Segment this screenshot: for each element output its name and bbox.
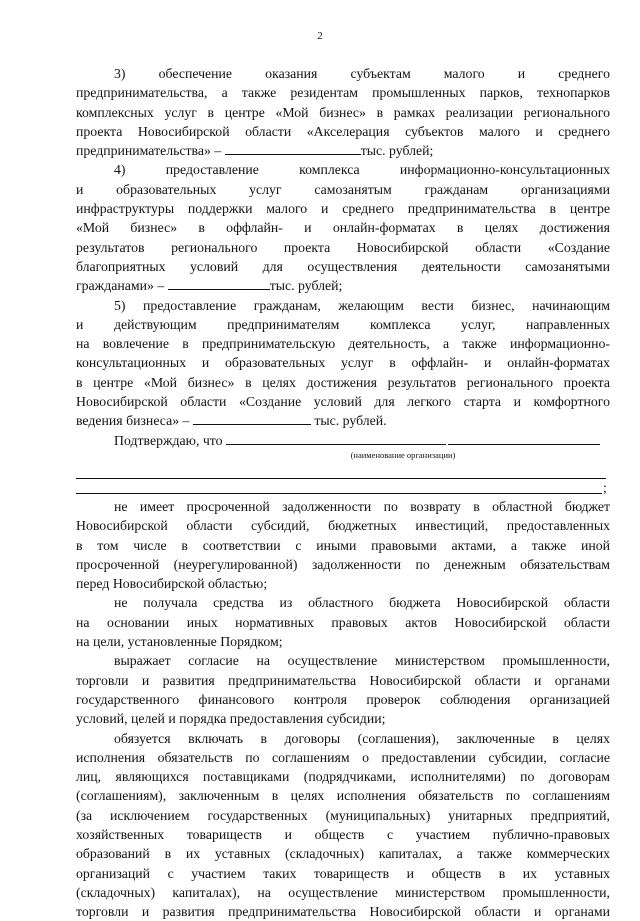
p2-line: на цели, установленные Порядком; (76, 634, 283, 650)
p4-line: образований в их уставных (складочных) капиталах, а также коммерческих (76, 846, 610, 862)
p4-line: исполнения обязательств по соглашениям о предоставлении субсидии, согласие (76, 749, 610, 765)
p4-line: лиц, являющихся поставщиками (подрядчиками, исполнителями) по договорам (76, 769, 610, 785)
end-mark: ; (603, 479, 607, 495)
item5-line: и действующим предпринимателям комплекса услуг, направленных (76, 316, 610, 332)
item4-amount-field[interactable] (168, 276, 270, 290)
item5-line: консультационных и образовательных услуг в оффлайн- и онлайн-форматах (76, 355, 610, 371)
item4-line: инфраструктуры поддержки малого и среднего предпринимательства в центре (76, 201, 610, 217)
p4-line: обязуется включать в договоры (соглашения), заключенные в целях (114, 730, 610, 746)
item4-line: результатов регионального проекта Новосибирской области «Создание (76, 239, 610, 255)
organization-name-rule-end (76, 479, 610, 495)
item5-line: на вовлечение в предпринимательскую деятельность, а также информационно- (76, 336, 610, 352)
p4-line: хозяйственных товариществ и обществ с участием публично-правовых (76, 826, 610, 842)
item5-amount-field[interactable] (193, 411, 311, 425)
p2-line: не получала средства из областного бюджета Новосибирской области (114, 595, 610, 611)
p3-line: государственного финансового контроля проверок соблюдения организацией (76, 691, 610, 707)
item4-line: и образовательных услуг самозанятым гражданам организациями (76, 181, 610, 197)
item5-amount-prefix: ведения бизнеса» – (76, 413, 193, 429)
item4-line: благоприятных условий для осуществления деятельности самозанятыми (76, 258, 610, 274)
p1-line: Новосибирской области субсидий, бюджетных инвестиций, предоставленных (76, 518, 610, 534)
p4-line: (складочных) капиталах), на осуществление министерством промышленности, (76, 884, 610, 900)
p2-line: на основании иных нормативных правовых актов Новосибирской области (76, 614, 610, 630)
organization-name-field-ext[interactable] (448, 431, 600, 445)
p3-line: выражает согласие на осуществление министерством промышленности, (114, 653, 610, 669)
item5-line: 5) предоставление гражданам, желающим вести бизнес, начинающим (114, 297, 610, 313)
item3-line: проекта Новосибирской области «Акселерация субъектов малого и среднего (76, 123, 610, 139)
item3-amount-line (76, 141, 610, 160)
item4-amount-prefix: гражданами» – (76, 278, 168, 294)
organization-caption: (наименование организации) (350, 449, 456, 460)
item5-line: в центре «Мой бизнес» в целях достижения результатов регионального проекта (76, 374, 610, 390)
item5-amount-suffix: тыс. рублей. (310, 413, 387, 429)
item3-amount-suffix: тыс. рублей; (360, 143, 434, 159)
item4-amount-suffix: тыс. рублей; (269, 278, 343, 294)
p3-line: условий, целей и порядка предоставления субсидии; (76, 711, 386, 727)
item4-line: 4) предоставление комплекса информационно-консультационных (114, 162, 610, 178)
item5-amount-line (76, 411, 610, 430)
p4-line: (за исключением государственных (муниципальных) унитарных предприятий, (76, 807, 610, 823)
item4-line: «Мой бизнес» в оффлайн- и онлайн-форматах в целях достижения (76, 220, 610, 236)
p4-line: торговли и развития предпринимательства Новосибирской области и органами (76, 904, 610, 920)
p4-line: (соглашениям), заключенным в целях исполнения обязательств по соглашениям (76, 788, 610, 804)
confirm-label: Подтверждаю, что (114, 432, 226, 448)
page-number: 2 (317, 30, 323, 42)
item3-amount-field[interactable] (225, 141, 361, 155)
item4-amount-line (76, 276, 610, 295)
item3-line: предпринимательства, а также резидентам промышленных парков, технопарков (76, 85, 610, 101)
p1-line: не имеет просроченной задолженности по возврату в областной бюджет (114, 498, 610, 514)
item3-amount-prefix: предпринимательства» – (76, 143, 225, 159)
item3-line: комплексных услуг в центре «Мой бизнес» в рамках реализации регионального (76, 104, 610, 120)
organization-name-rule[interactable] (76, 479, 602, 494)
p1-line: в том числе в соответствии с иными правовыми актами, а также иной (76, 537, 610, 553)
p1-line: перед Новосибирской областью; (76, 576, 268, 592)
document-body (76, 64, 610, 921)
item3-line: 3) обеспечение оказания субъектам малого и среднего (114, 66, 610, 81)
p4-line: организаций с участием таких товариществ и обществ в их уставных (76, 865, 610, 881)
p3-line: торговли и развития предпринимательства Новосибирской области и органами (76, 672, 610, 688)
organization-name-rule[interactable] (76, 464, 606, 479)
item5-line: Новосибирской области «Создание условий для легкого старта и комфортного (76, 394, 610, 410)
confirm-line (76, 431, 610, 450)
organization-name-field[interactable] (226, 431, 446, 445)
p1-line: просроченной (неурегулированной) задолженности по денежным обязательствам (76, 556, 610, 572)
